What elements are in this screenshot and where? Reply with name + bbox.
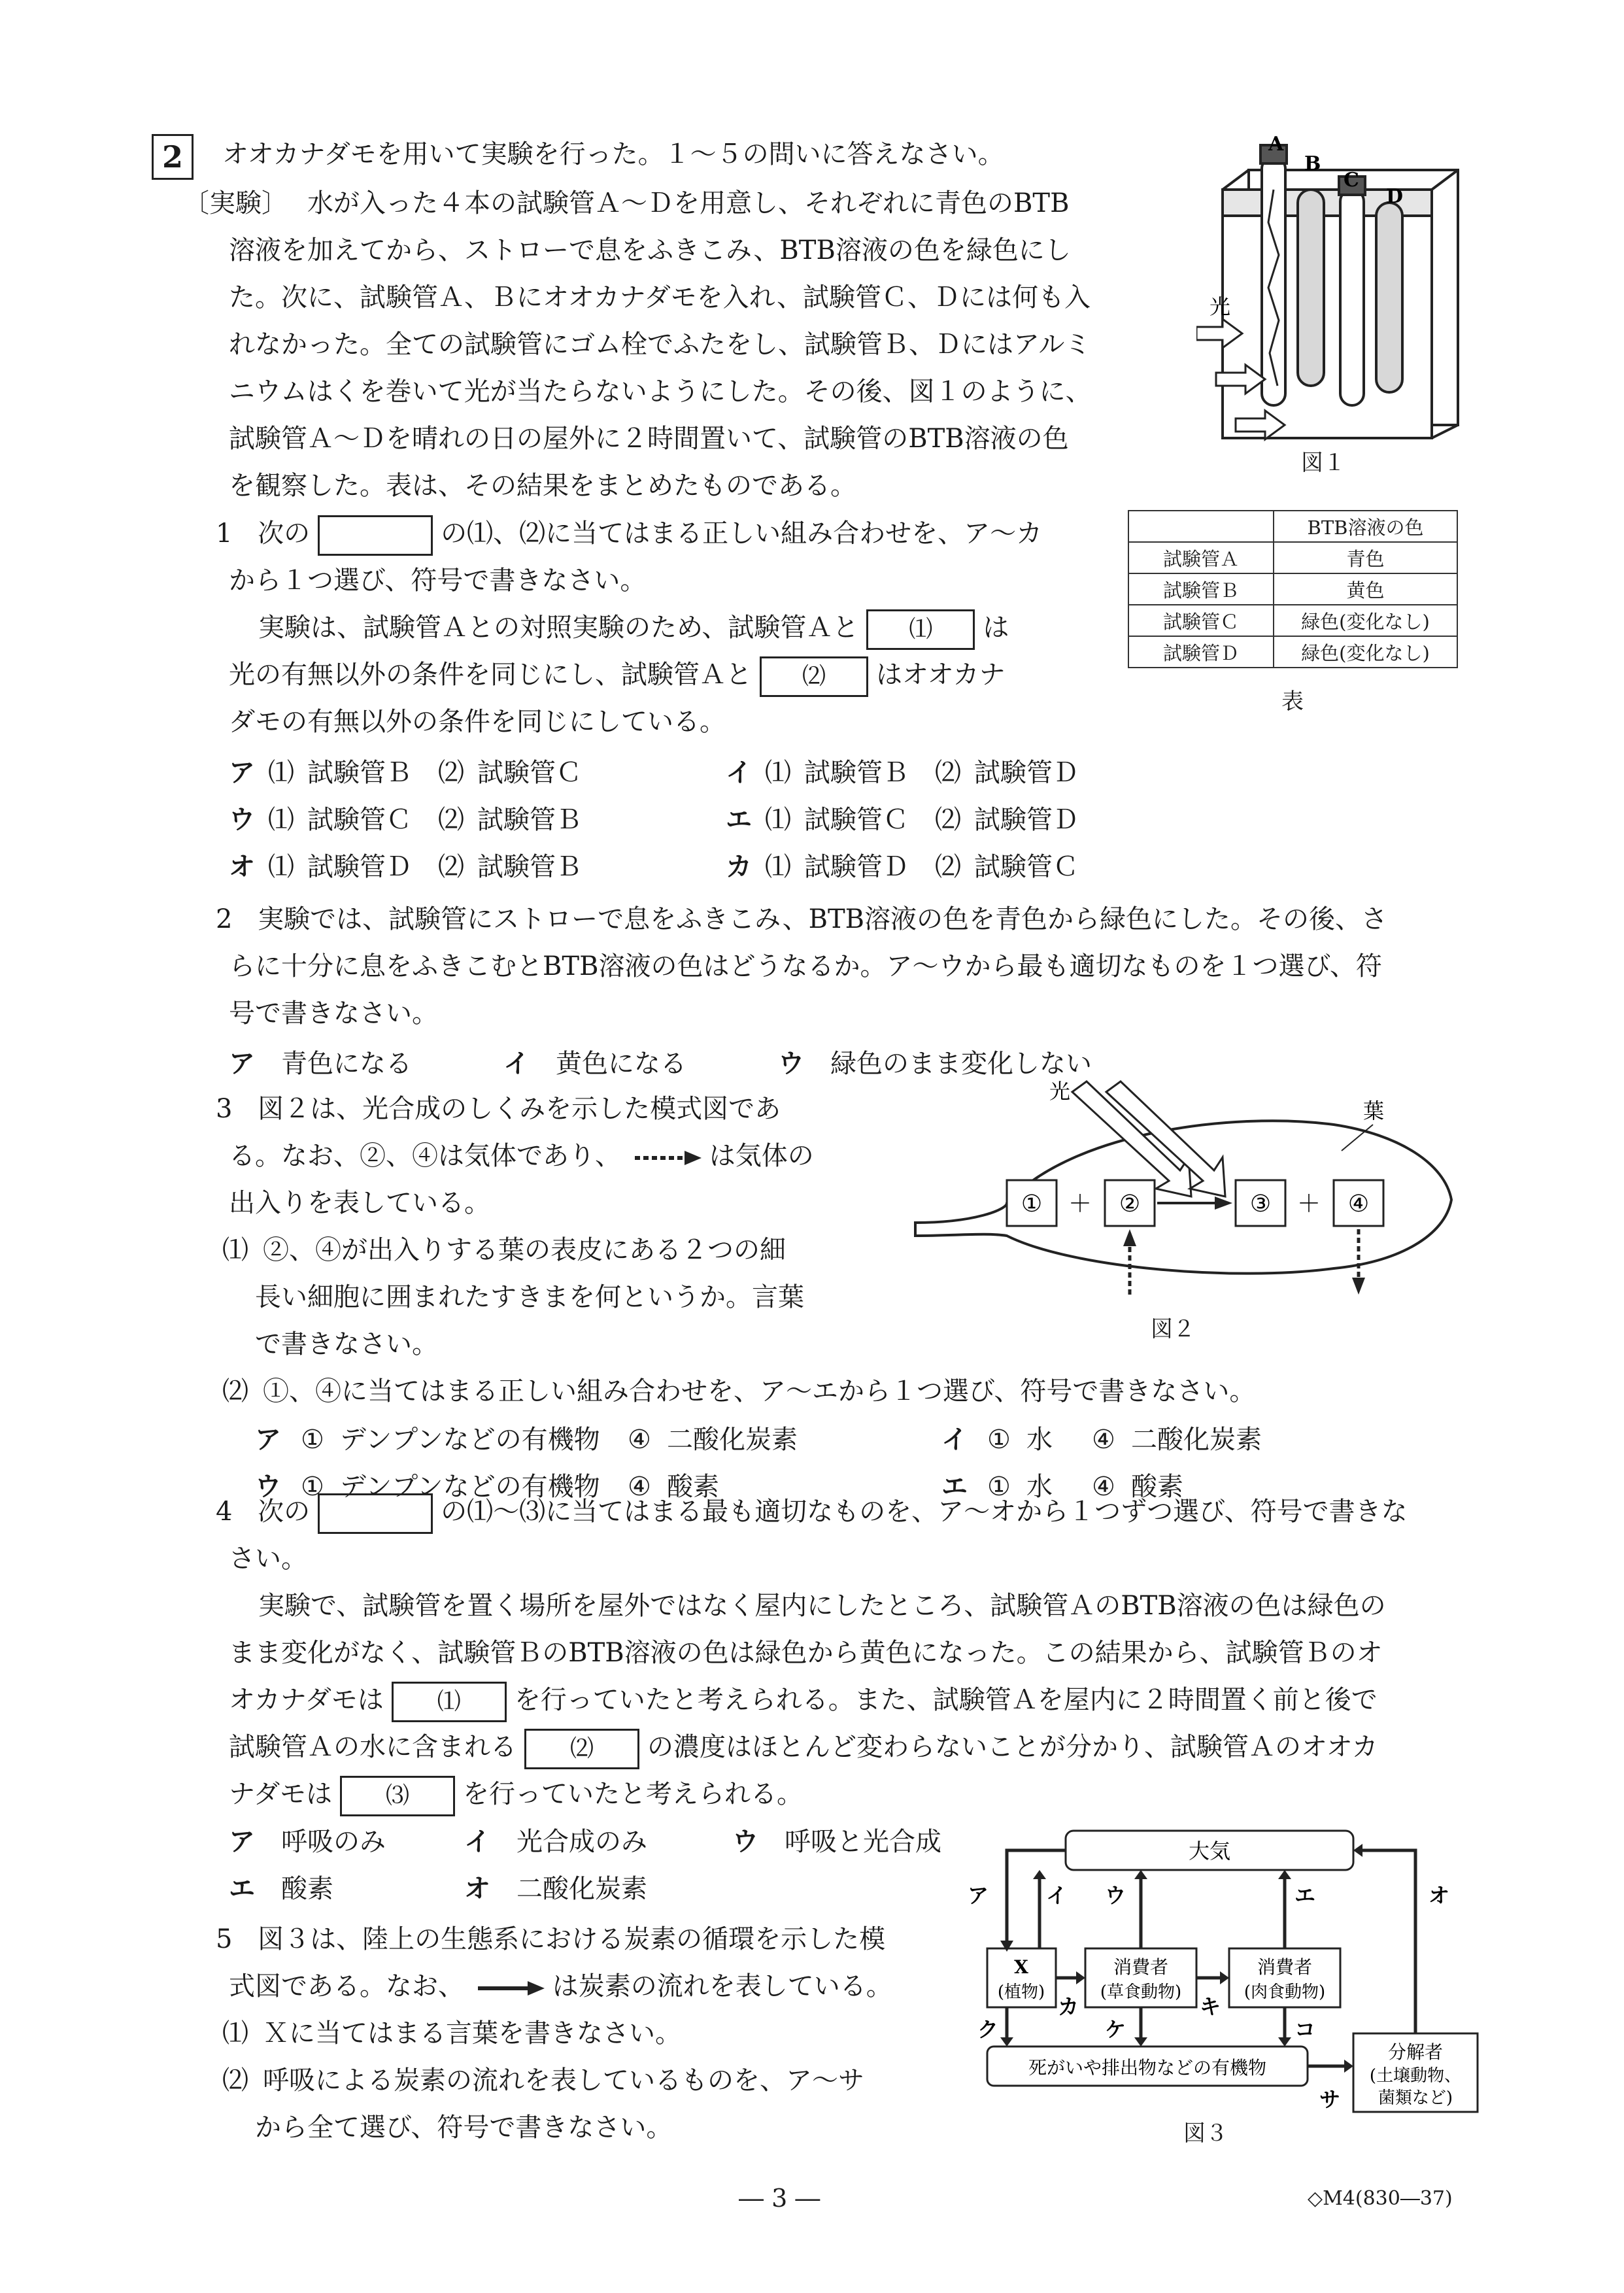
q5-number: 5 [216, 1924, 233, 1954]
q3-sub1-line-1: ⑴ ②、④が出入りする葉の表皮にある２つの細 [222, 1235, 786, 1265]
fig3-herbivore-sub: (草食動物) [1100, 1982, 1182, 2002]
fig2-box-1: ① [1021, 1191, 1043, 1217]
q4-option-o: オ 二酸化炭素 [464, 1873, 647, 1904]
q1-option-ka: カ ⑴ 試験管Ｄ ⑵ 試験管Ｃ [726, 851, 1079, 882]
q1-sentence-1 [258, 604, 1009, 651]
fig3-herbivore-title: 消費者 [1113, 1956, 1169, 1978]
table-caption: 表 [1281, 688, 1304, 715]
q4-para-1: 実験で、試験管を置く場所を屋外ではなく屋内にしたところ、試験管ＡのBTB溶液の色は緑色の [258, 1591, 1386, 1621]
fig3-decomposer-title: 分解者 [1387, 2041, 1444, 2063]
table-header-empty [1128, 511, 1274, 542]
q1-option-a: ア ⑴ 試験管Ｂ ⑵ 試験管Ｃ [229, 757, 582, 788]
q1-s1b: は [983, 613, 1009, 643]
q1-option-u: ウ ⑴ 試験管Ｃ ⑵ 試験管Ｂ [229, 804, 582, 835]
q1-line-2: から１つ選び、符号で書きなさい。 [229, 566, 647, 596]
q3-option-e: エ ① 水 ④ 酸素 [941, 1471, 1183, 1502]
q3-line-2: る。なお、②、④は気体であり、 は気体の [229, 1141, 814, 1171]
q5-line-2: 式図である。なお、 は炭素の流れを表している。 [229, 1971, 892, 2001]
experiment-line-7: を観察した。表は、その結果をまとめたものである。 [229, 471, 856, 501]
fig3-label-ki: キ [1200, 1994, 1221, 2019]
q1-s2b: はオオカナ [876, 660, 1006, 690]
question-number: 2 [152, 134, 194, 180]
dashed-arrow-icon [634, 1148, 705, 1168]
fig3-carnivore-title: 消費者 [1257, 1956, 1313, 1978]
q4-para-4: 試験管Ａの水に含まれる ⑵ の濃度はほとんど変わらないことが分かり、試験管Ａのオオカ [229, 1724, 1378, 1771]
q4-number: 4 [216, 1497, 233, 1527]
figure2-leaf-diagram [876, 1072, 1464, 1321]
q4-blank-2: ⑵ [524, 1729, 639, 1769]
q3-sub2: ⑵ ①、④に当てはまる正しい組み合わせを、ア～エから１つ選び、符号で書きなさい。 [222, 1376, 1256, 1406]
figure2-caption: 図２ [1151, 1316, 1195, 1342]
fig3-label-i: イ [1046, 1883, 1068, 1908]
table-cell-color: 黄色 [1274, 573, 1457, 605]
q4-para-2: まま変化がなく、試験管ＢのBTB溶液の色は緑色から黄色になった。この結果から、試験管Ｂのオ [229, 1638, 1383, 1668]
q1-option-i: イ ⑴ 試験管Ｂ ⑵ 試験管Ｄ [726, 757, 1079, 788]
fig3-atmosphere: 大気 [1188, 1839, 1231, 1863]
q4-blank-1: ⑴ [392, 1682, 507, 1722]
table-header-row [1128, 511, 1457, 542]
fig3-label-e: エ [1294, 1883, 1316, 1908]
table-row [1128, 573, 1457, 605]
q4-option-a: ア 呼吸のみ [229, 1826, 386, 1857]
page-number: ― 3 ― [739, 2184, 820, 2213]
q4-para-3: オカナダモは ⑴ を行っていたと考えられる。また、試験管Ａを屋内に２時間置く前と後で [229, 1676, 1378, 1724]
q5-sub1: ⑴ Ｘに当てはまる言葉を書きなさい。 [222, 2018, 681, 2048]
q4-blank-box [318, 1493, 433, 1534]
figure3-carbon-cycle [941, 1824, 1484, 2118]
q4-option-i: イ 光合成のみ [464, 1826, 647, 1857]
fig3-organic: 死がいや排出物などの有機物 [1028, 2057, 1267, 2079]
result-table [1128, 510, 1458, 668]
q3-number: 3 [216, 1094, 233, 1124]
tube-label-a: A [1268, 133, 1284, 156]
fig3-x-plant: (植物) [997, 1982, 1045, 2002]
q4-para-5: ナダモは ⑶ を行っていたと考えられる。 [229, 1771, 803, 1818]
q3-sub1-line-2: 長い細胞に囲まれたすきまを何というか。言葉 [255, 1282, 804, 1312]
q1-option-o: オ ⑴ 試験管Ｄ ⑵ 試験管Ｂ [229, 851, 582, 882]
fig2-box-2: ② [1119, 1191, 1141, 1217]
table-cell-color: 緑色(変化なし) [1274, 636, 1457, 668]
q3-option-i: イ ① 水 ④ 二酸化炭素 [941, 1424, 1262, 1455]
fig3-label-ke: ケ [1105, 2017, 1126, 2042]
fig2-box-3: ③ [1249, 1191, 1272, 1217]
q3-line-1 [216, 1085, 781, 1132]
q5-sub2-line-2: から全て選び、符号で書きなさい。 [255, 2113, 673, 2143]
q1-line-1 [216, 510, 1042, 557]
experiment-line-4: れなかった。全ての試験管にゴム栓でふたをし、試験管Ｂ、Ｄにはアルミ [229, 330, 1091, 360]
q2-number: 2 [216, 904, 233, 934]
table-cell-tube: 試験管Ｃ [1128, 605, 1274, 636]
table-cell-color: 緑色(変化なし) [1274, 605, 1457, 636]
q1-post: の⑴、⑵に当てはまる正しい組み合わせを、ア～カ [441, 518, 1043, 549]
table-cell-tube: 試験管Ａ [1128, 542, 1274, 573]
figure2-leaf-label: 葉 [1363, 1098, 1385, 1123]
q4-blank-3: ⑶ [340, 1776, 455, 1816]
fig3-x-label: X [1014, 1956, 1028, 1978]
fig2-plus-1: ＋ [1068, 1191, 1092, 1217]
q1-blank-1: ⑴ [866, 609, 975, 650]
q2-option-i: イ 黄色になる [503, 1048, 686, 1079]
q4-option-e: エ 酸素 [229, 1873, 333, 1904]
fig3-carnivore-sub: (肉食動物) [1243, 1982, 1326, 2002]
fig3-label-sa: サ [1319, 2087, 1341, 2112]
q3-sub1-line-3: で書きなさい。 [255, 1329, 438, 1359]
figure1-caption: 図１ [1301, 450, 1345, 476]
experiment-line-5: ニウムはくを巻いて光が当たらないようにした。その後、図１のように、 [229, 377, 1092, 407]
table-cell-tube: 試験管Ｄ [1128, 636, 1274, 668]
experiment-label: 〔実験〕 [183, 188, 288, 218]
tube-label-b: B [1304, 152, 1321, 175]
figure3-caption: 図３ [1183, 2120, 1228, 2147]
q2-line-3: 号で書きなさい。 [229, 998, 438, 1028]
q1-sentence-3: ダモの有無以外の条件を同じにしている。 [229, 707, 726, 737]
fig2-plus-2: ＋ [1296, 1191, 1321, 1217]
experiment-line-3: た。次に、試験管Ａ、Ｂにオオカナダモを入れ、試験管Ｃ、Ｄには何も入 [229, 282, 1091, 313]
q3-option-a: ア ① デンプンなどの有機物 ④ 二酸化炭素 [255, 1424, 798, 1455]
table-row [1128, 605, 1457, 636]
q5-sub2-line-1: ⑵ 呼吸による炭素の流れを表しているものを、ア～サ [222, 2065, 864, 2096]
q1-pre: 次の [258, 518, 311, 549]
q2-option-a: ア 青色になる [229, 1048, 412, 1079]
intro-text: オオカナダモを用いて実験を行った。１～５の問いに答えなさい。 [222, 139, 1004, 169]
table-row [1128, 636, 1457, 668]
table-cell-tube: 試験管Ｂ [1128, 573, 1274, 605]
q1-blank-2: ⑵ [760, 656, 868, 697]
figure1-test-tube-rack [1196, 131, 1478, 458]
q1-option-e: エ ⑴ 試験管Ｃ ⑵ 試験管Ｄ [726, 804, 1079, 835]
q5-line-1: 5 図３は、陸上の生態系における炭素の循環を示した模 [216, 1924, 886, 1954]
fig3-label-a: ア [968, 1883, 989, 1908]
solid-arrow-icon [477, 1979, 549, 1998]
q1-number: 1 [216, 518, 233, 549]
table-header-color: BTB溶液の色 [1274, 511, 1457, 542]
fig3-decomposer-sub2: 菌類など) [1378, 2088, 1453, 2108]
q3-text-1: 図２は、光合成のしくみを示した模式図であ [258, 1094, 781, 1124]
experiment-line-2: 溶液を加えてから、ストローで息をふきこみ、BTB溶液の色を緑色にし [229, 235, 1071, 265]
tube-label-d: D [1386, 185, 1404, 208]
figure1-light-label: 光 [1210, 294, 1231, 319]
q3-line-4: 出入りを表している。 [229, 1188, 490, 1218]
q2-option-u: ウ 緑色のまま変化しない [778, 1048, 1092, 1079]
fig3-label-ka: カ [1058, 1994, 1079, 2019]
q1-s1a: 実験は、試験管Ａとの対照実験のため、試験管Ａと [258, 613, 859, 643]
q2-text-1: 実験では、試験管にストローで息をふきこみ、BTB溶液の色を青色から緑色にした。その後、さ [258, 904, 1388, 934]
q4-option-u: ウ 呼吸と光合成 [732, 1826, 941, 1857]
fig3-label-ko: コ [1294, 2017, 1316, 2042]
q1-sentence-2 [229, 651, 1006, 698]
q1-s2a: 光の有無以外の条件を同じにし、試験管Ａと [229, 660, 752, 690]
q4-line-2: さい。 [229, 1544, 307, 1574]
q4-line-1: 4 次の の⑴～⑶に当てはまる最も適切なものを、ア～オから１つずつ選び、符号で書きな [216, 1488, 1408, 1535]
experiment-line-6: 試験管Ａ～Ｄを晴れの日の屋外に２時間置いて、試験管のBTB溶液の色 [229, 424, 1069, 454]
table-cell-color: 青色 [1274, 542, 1457, 573]
fig3-label-ku: ク [977, 2017, 999, 2042]
q2-line-1 [216, 896, 1387, 943]
table-row [1128, 542, 1457, 573]
fig2-box-4: ④ [1347, 1191, 1370, 1217]
experiment-line-1: 水が入った４本の試験管Ａ～Ｄを用意し、それぞれに青色のBTB [307, 188, 1070, 218]
q2-line-2: らに十分に息をふきこむとBTB溶液の色はどうなるか。ア～ウから最も適切なものを１つ選び、符 [229, 951, 1382, 981]
figure2-light-label: 光 [1049, 1079, 1071, 1104]
q1-blank-box [318, 515, 433, 556]
fig3-label-u: ウ [1105, 1883, 1126, 1908]
exam-code: ◇M4(830―37) [1308, 2187, 1453, 2210]
fig3-decomposer-sub1: (土壌動物、 [1369, 2066, 1462, 2086]
fig3-label-o: オ [1429, 1883, 1450, 1908]
q3-option-u: ウ ① デンプンなどの有機物 ④ 酸素 [255, 1471, 719, 1502]
tube-label-c: C [1344, 169, 1359, 192]
